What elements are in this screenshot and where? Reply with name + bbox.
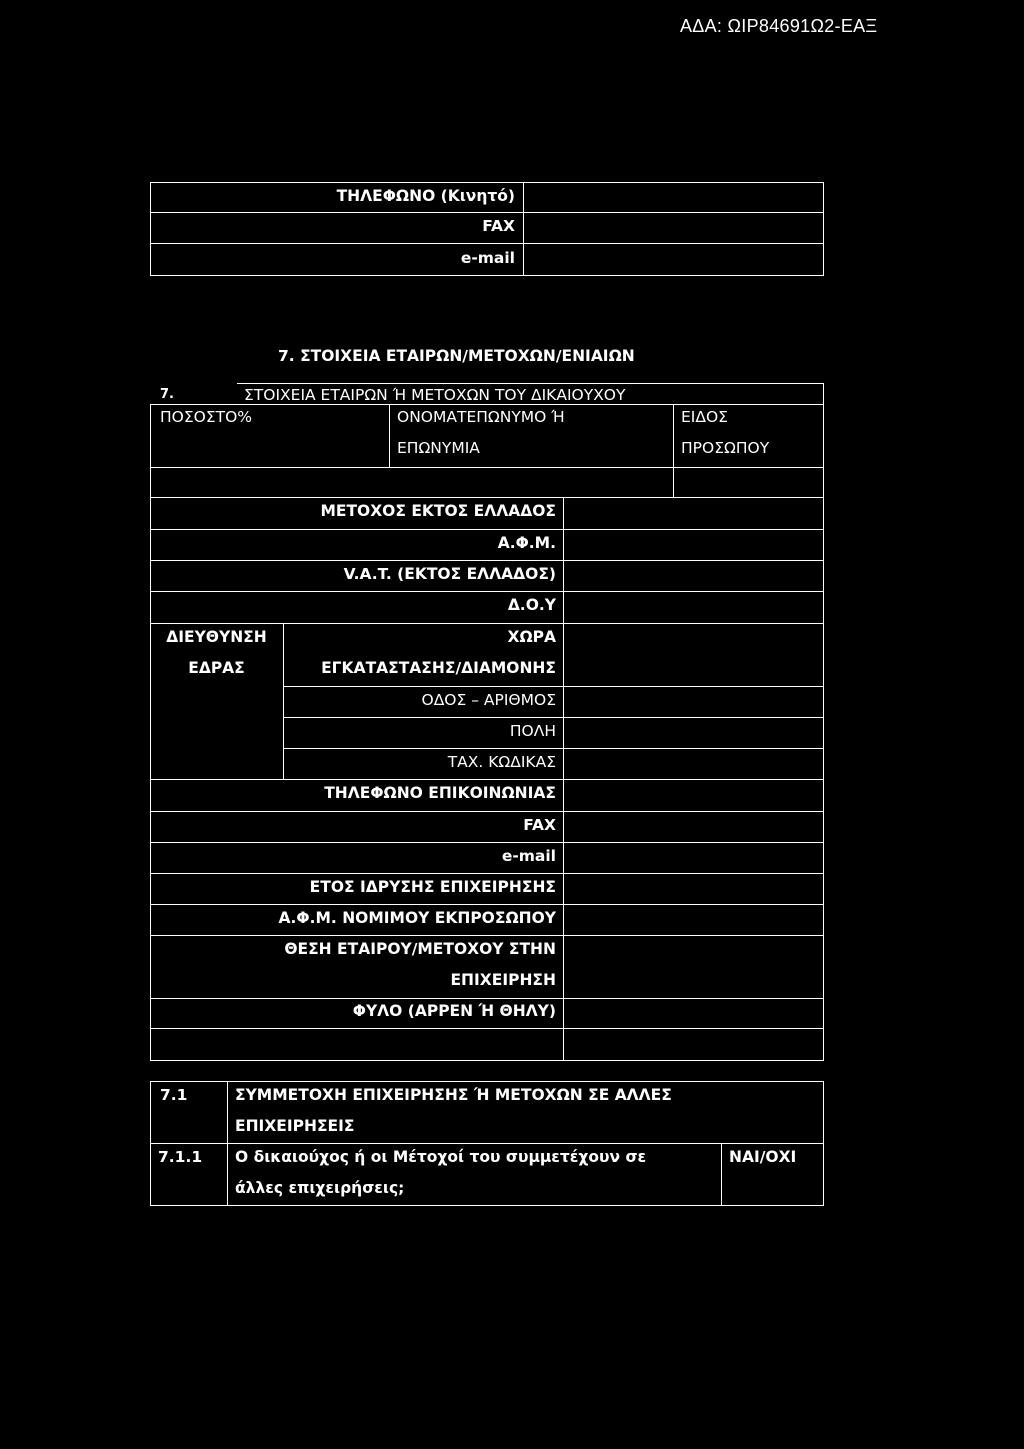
- vat-value-cell[interactable]: [565, 562, 822, 590]
- extra-right-cell[interactable]: [565, 1030, 822, 1059]
- street-label: ΟΔΟΣ – ΑΡΙΘΜΟΣ: [421, 691, 556, 709]
- address-label-line2: ΕΔΡΑΣ: [188, 659, 245, 677]
- col-name-header-line2: ΕΠΩΝΥΜΙΑ: [397, 439, 480, 457]
- yes-no-answer-label[interactable]: ΝΑΙ/ΟΧΙ: [729, 1148, 797, 1166]
- phone-value-cell[interactable]: [565, 781, 822, 810]
- city-label: ΠΟΛΗ: [509, 722, 556, 740]
- zip-label: ΤΑΧ. ΚΩΔΙΚΑΣ: [447, 753, 556, 771]
- extra-left-cell[interactable]: [152, 1030, 562, 1059]
- foreign-email-label: e-mail: [501, 847, 556, 865]
- mobile-phone-value-cell[interactable]: [525, 184, 822, 211]
- foreign-fax-value-cell[interactable]: [565, 813, 822, 841]
- rep-afm-label: Α.Φ.Μ. ΝΟΜΙΜΟΥ ΕΚΠΡΟΣΩΠΟΥ: [278, 909, 556, 927]
- founded-year-label: ΕΤΟΣ ΙΔΡΥΣΗΣ ΕΠΙΧΕΙΡΗΣΗΣ: [309, 878, 556, 896]
- afm-label: Α.Φ.Μ.: [497, 534, 556, 552]
- col-type-header-line2: ΠΡΟΣΩΠΟΥ: [681, 439, 770, 457]
- mobile-phone-label: ΤΗΛΕΦΩΝΟ (Κινητό): [336, 187, 515, 205]
- fax-value-cell[interactable]: [525, 214, 822, 242]
- position-label-line2: ΕΠΙΧΕΙΡΗΣΗ: [450, 971, 556, 989]
- section-7-1-number: 7.1: [160, 1086, 188, 1104]
- foreign-shareholder-title: ΜΕΤΟΧΟΣ ΕΚΤΟΣ ΕΛΛΑΔΟΣ: [320, 502, 556, 520]
- country-value-cell[interactable]: [565, 625, 822, 685]
- vat-label: V.A.T. (ΕΚΤΟΣ ΕΛΛΑΔΟΣ): [343, 565, 556, 583]
- section-7-1-title-line2: ΕΠΙΧΕΙΡΗΣΕΙΣ: [235, 1117, 355, 1135]
- shareholder-type-cell[interactable]: [675, 469, 822, 496]
- rep-afm-value-cell[interactable]: [565, 906, 822, 934]
- position-label-line1: ΘΕΣΗ ΕΤΑΙΡΟΥ/ΜΕΤΟΧΟΥ ΣΤΗΝ: [284, 940, 556, 958]
- zip-value-cell[interactable]: [565, 750, 822, 778]
- email-value-cell[interactable]: [525, 245, 822, 274]
- foreign-fax-label: FAX: [523, 816, 556, 834]
- shareholder-percent-name-cell[interactable]: [152, 469, 672, 496]
- section-7-title: 7. ΣΤΟΙΧΕΙΑ ΕΤΑΙΡΩΝ/ΜΕΤΟΧΩΝ/ΕΝΙΑΙΩΝ: [278, 347, 635, 365]
- street-value-cell[interactable]: [565, 688, 822, 716]
- col-type-header-line1: ΕΙΔΟΣ: [681, 408, 728, 426]
- afm-value-cell[interactable]: [565, 531, 822, 559]
- section-7-1-title-line1: ΣΥΜΜΕΤΟΧΗ ΕΠΙΧΕΙΡΗΣΗΣ Ή ΜΕΤΟΧΩΝ ΣΕ ΑΛΛΕΣ: [235, 1086, 672, 1104]
- participation-question-line2: άλλες επιχειρήσεις;: [235, 1179, 405, 1197]
- founded-year-value-cell[interactable]: [565, 875, 822, 903]
- foreign-shareholder-value-cell[interactable]: [565, 499, 822, 528]
- section-7-mark: 7.: [160, 387, 174, 402]
- doy-value-cell[interactable]: [565, 593, 822, 622]
- doy-label: Δ.Ο.Υ: [507, 596, 556, 614]
- fax-label: FAX: [482, 217, 515, 235]
- col-percent-header: ΠΟΣΟΣΤΟ%: [160, 408, 253, 426]
- phone-label: ΤΗΛΕΦΩΝΟ ΕΠΙΚΟΙΝΩΝΙΑΣ: [324, 784, 556, 802]
- shareholders-subtitle: ΣΤΟΙΧΕΙΑ ΕΤΑΙΡΩΝ Ή ΜΕΤΟΧΩΝ ΤΟΥ ΔΙΚΑΙΟΥΧΟΥ: [244, 386, 626, 404]
- email-label: e-mail: [460, 249, 515, 267]
- gender-value-cell[interactable]: [565, 1000, 822, 1027]
- city-value-cell[interactable]: [565, 719, 822, 747]
- country-label-line2: ΕΓΚΑΤΑΣΤΑΣΗΣ/ΔΙΑΜΟΝΗΣ: [321, 659, 556, 677]
- col-name-header-line1: ΟΝΟΜΑΤΕΠΩΝΥΜΟ Ή: [397, 408, 565, 426]
- ada-code: ΑΔΑ: ΩΙΡ84691Ω2-ΕΑΞ: [680, 16, 878, 36]
- country-label-line1: ΧΩΡΑ: [507, 628, 556, 646]
- participation-question-line1: Ο δικαιούχος ή οι Μέτοχοί του συμμετέχουν σε: [235, 1148, 647, 1166]
- address-label-line1: ΔΙΕΥΘΥΝΣΗ: [166, 628, 267, 646]
- position-value-cell[interactable]: [565, 937, 822, 997]
- foreign-email-value-cell[interactable]: [565, 844, 822, 872]
- section-7-1-1-number: 7.1.1: [158, 1148, 203, 1166]
- gender-label: ΦΥΛΟ (ΑΡΡΕΝ Ή ΘΗΛΥ): [352, 1002, 556, 1020]
